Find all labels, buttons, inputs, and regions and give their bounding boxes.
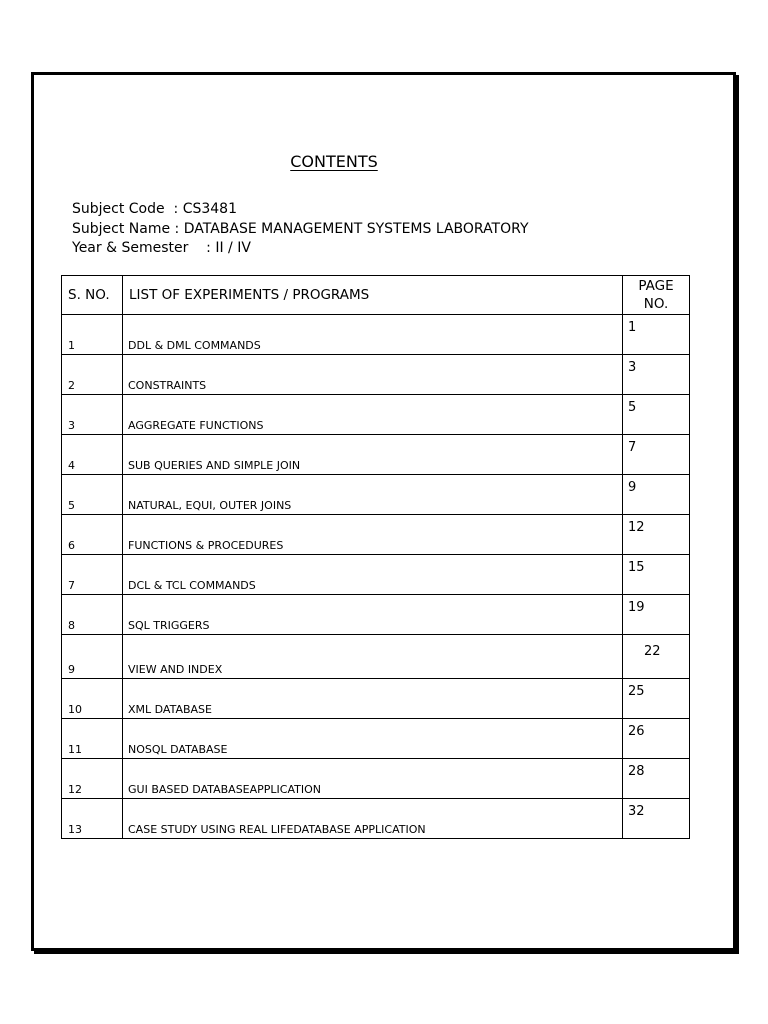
table-row	[62, 315, 690, 355]
row-sno: 11	[62, 719, 123, 759]
row-experiment: AGGREGATE FUNCTIONS	[123, 395, 623, 435]
header-page-line1: PAGE	[638, 278, 674, 294]
row-page: 22	[623, 635, 690, 679]
table-row	[62, 635, 690, 679]
row-experiment: NATURAL, EQUI, OUTER JOINS	[123, 475, 623, 515]
row-page: 28	[623, 759, 690, 799]
row-sno: 10	[62, 679, 123, 719]
row-sno: 12	[62, 759, 123, 799]
row-page: 1	[623, 315, 690, 355]
header-sno: S. NO.	[62, 276, 123, 315]
row-sno: 8	[62, 595, 123, 635]
row-page: 3	[623, 355, 690, 395]
table-row	[62, 759, 690, 799]
subject-info	[72, 200, 529, 259]
row-page: 19	[623, 595, 690, 635]
row-page: 12	[623, 515, 690, 555]
row-page: 5	[623, 395, 690, 435]
row-sno: 7	[62, 555, 123, 595]
row-experiment: NOSQL DATABASE	[123, 719, 623, 759]
subject-code: Subject Code : CS3481	[72, 201, 237, 217]
table-row	[62, 555, 690, 595]
header-page-no	[623, 276, 690, 315]
row-experiment: FUNCTIONS & PROCEDURES	[123, 515, 623, 555]
table-row	[62, 475, 690, 515]
table-row	[62, 799, 690, 839]
row-sno: 4	[62, 435, 123, 475]
row-experiment: CONSTRAINTS	[123, 355, 623, 395]
page-title: CONTENTS	[290, 152, 378, 171]
row-sno: 2	[62, 355, 123, 395]
row-experiment: SQL TRIGGERS	[123, 595, 623, 635]
row-experiment: DCL & TCL COMMANDS	[123, 555, 623, 595]
table-row	[62, 435, 690, 475]
table-row	[62, 595, 690, 635]
row-experiment: VIEW AND INDEX	[123, 635, 623, 679]
row-sno: 1	[62, 315, 123, 355]
row-experiment: XML DATABASE	[123, 679, 623, 719]
row-sno: 6	[62, 515, 123, 555]
row-sno: 5	[62, 475, 123, 515]
row-experiment: DDL & DML COMMANDS	[123, 315, 623, 355]
subject-name: Subject Name : DATABASE MANAGEMENT SYSTEMS LABORATORY	[72, 220, 529, 237]
row-sno: 3	[62, 395, 123, 435]
row-page: 7	[623, 435, 690, 475]
row-page: 9	[623, 475, 690, 515]
year-semester: Year & Semester : II / IV	[72, 240, 251, 256]
row-experiment: CASE STUDY USING REAL LIFEDATABASE APPLICATION	[123, 799, 623, 839]
table-row	[62, 395, 690, 435]
table-row	[62, 719, 690, 759]
row-experiment: SUB QUERIES AND SIMPLE JOIN	[123, 435, 623, 475]
row-page: 15	[623, 555, 690, 595]
row-sno: 9	[62, 635, 123, 679]
table-row	[62, 679, 690, 719]
row-experiment: GUI BASED DATABASEAPPLICATION	[123, 759, 623, 799]
contents-title-wrapper	[0, 152, 768, 171]
table-row	[62, 355, 690, 395]
header-page-line2: NO.	[643, 296, 669, 312]
table-row	[62, 515, 690, 555]
row-page: 25	[623, 679, 690, 719]
row-sno: 13	[62, 799, 123, 839]
contents-table	[61, 275, 690, 839]
row-page: 26	[623, 719, 690, 759]
table-header-row	[62, 276, 690, 315]
header-list: LIST OF EXPERIMENTS / PROGRAMS	[123, 276, 623, 315]
row-page: 32	[623, 799, 690, 839]
